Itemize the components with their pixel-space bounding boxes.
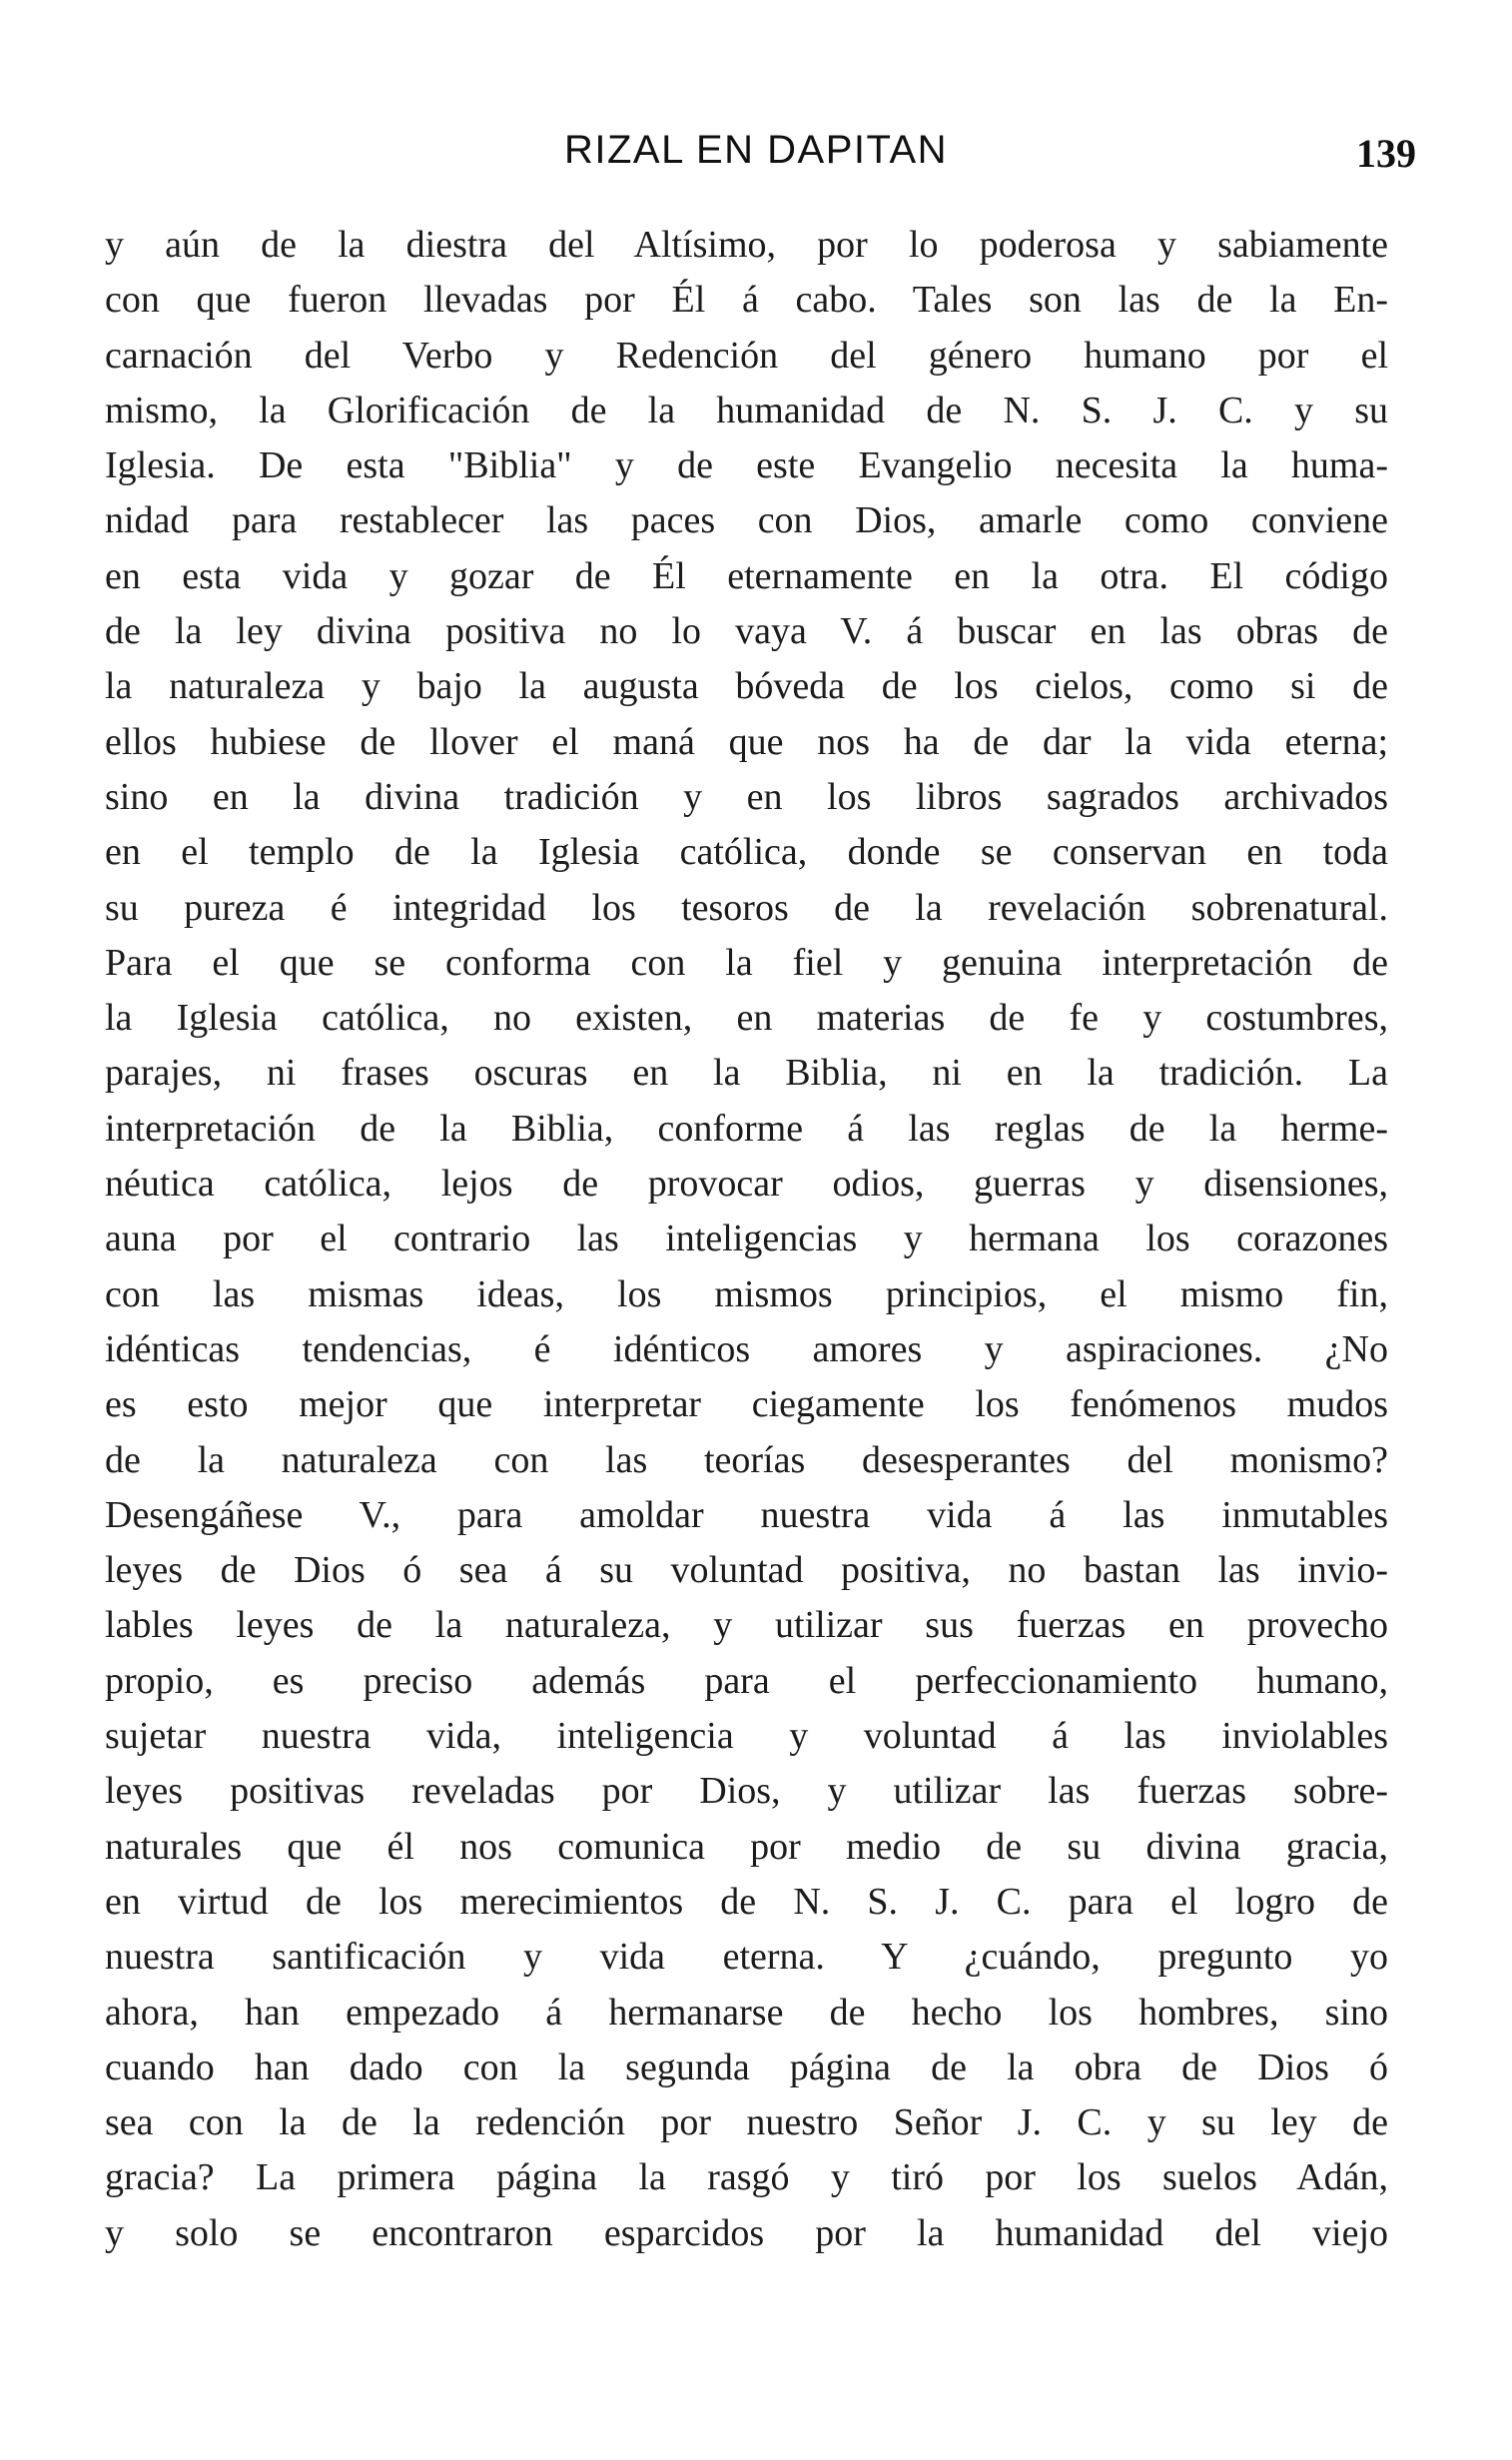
text-line: en el templo de la Iglesia católica, donde se conservan en toda [105, 831, 1388, 874]
body-text [105, 218, 1388, 2261]
text-line: idénticas tendencias, é idénticos amores y aspiraciones. ¿No [105, 1327, 1388, 1370]
text-line: propio, es preciso además para el perfeccionamiento humano, [105, 1659, 1388, 1702]
page-number: 139 [1356, 131, 1416, 176]
text-line: Iglesia. De esta "Biblia" y de este Evangelio necesita la huma- [105, 444, 1388, 487]
text-line: cuando han dado con la segunda página de la obra de Dios ó [105, 2046, 1388, 2088]
text-line: su pureza é integridad los tesoros de la revelación sobrenatural. [105, 886, 1388, 929]
text-line: carnación del Verbo y Redención del género humano por el [105, 334, 1388, 377]
text-line: sea con la de la redención por nuestro Señor J. C. y su ley de [105, 2101, 1388, 2144]
text-line: la Iglesia católica, no existen, en materias de fe y costumbres, [105, 997, 1388, 1040]
text-line: auna por el contrario las inteligencias y hermana los corazones [105, 1218, 1388, 1260]
text-line: interpretación de la Biblia, conforme á las reglas de la herme- [105, 1107, 1388, 1150]
text-line: parajes, ni frases oscuras en la Biblia, ni en la tradición. La [105, 1052, 1388, 1095]
text-line: leyes de Dios ó sea á su voluntad positiva, no bastan las invio- [105, 1549, 1388, 1592]
text-line: nidad para restablecer las paces con Dios, amarle como conviene [105, 499, 1388, 542]
text-line: sino en la divina tradición y en los libros sagrados archivados [105, 775, 1388, 818]
text-line: nuestra santificación y vida eterna. Y ¿cuándo, pregunto yo [105, 1936, 1388, 1979]
text-line: néutica católica, lejos de provocar odios, guerras y disensiones, [105, 1163, 1388, 1206]
text-line: de la naturaleza con las teorías desesperantes del monismo? [105, 1438, 1388, 1481]
text-line: naturales que él nos comunica por medio de su divina gracia, [105, 1825, 1388, 1868]
text-line: con las mismas ideas, los mismos principios, el mismo fin, [105, 1272, 1388, 1315]
text-line: Desengáñese V., para amoldar nuestra vida á las inmutables [105, 1493, 1388, 1536]
text-line: en virtud de los merecimientos de N. S. J. C. para el logro de [105, 1880, 1388, 1923]
text-line: es esto mejor que interpretar ciegamente los fenómenos mudos [105, 1383, 1388, 1426]
text-line: lables leyes de la naturaleza, y utilizar sus fuerzas en provecho [105, 1604, 1388, 1647]
text-line: de la ley divina positiva no lo vaya V. á buscar en las obras de [105, 610, 1388, 653]
text-line: sujetar nuestra vida, inteligencia y voluntad á las inviolables [105, 1715, 1388, 1758]
text-line: ellos hubiese de llover el maná que nos ha de dar la vida eterna; [105, 720, 1388, 763]
text-line: ahora, han empezado á hermanarse de hecho los hombres, sino [105, 1991, 1388, 2034]
text-line: y solo se encontraron esparcidos por la humanidad del viejo [105, 2211, 1388, 2254]
text-line: con que fueron llevadas por Él á cabo. Tales son las de la En- [105, 279, 1388, 322]
running-title: RIZAL EN DAPITAN [563, 128, 949, 172]
text-line: gracia? La primera página la rasgó y tiró por los suelos Adán, [105, 2156, 1388, 2199]
text-line: mismo, la Glorificación de la humanidad de N. S. J. C. y su [105, 389, 1388, 431]
running-header [96, 128, 1416, 188]
text-line: leyes positivas reveladas por Dios, y utilizar las fuerzas sobre- [105, 1770, 1388, 1813]
text-line: Para el que se conforma con la fiel y genuina interpretación de [105, 941, 1388, 984]
text-line: en esta vida y gozar de Él eternamente en la otra. El código [105, 554, 1388, 597]
text-line: y aún de la diestra del Altísimo, por lo poderosa y sabiamente [105, 224, 1388, 266]
text-line: la naturaleza y bajo la augusta bóveda de los cielos, como si de [105, 665, 1388, 708]
